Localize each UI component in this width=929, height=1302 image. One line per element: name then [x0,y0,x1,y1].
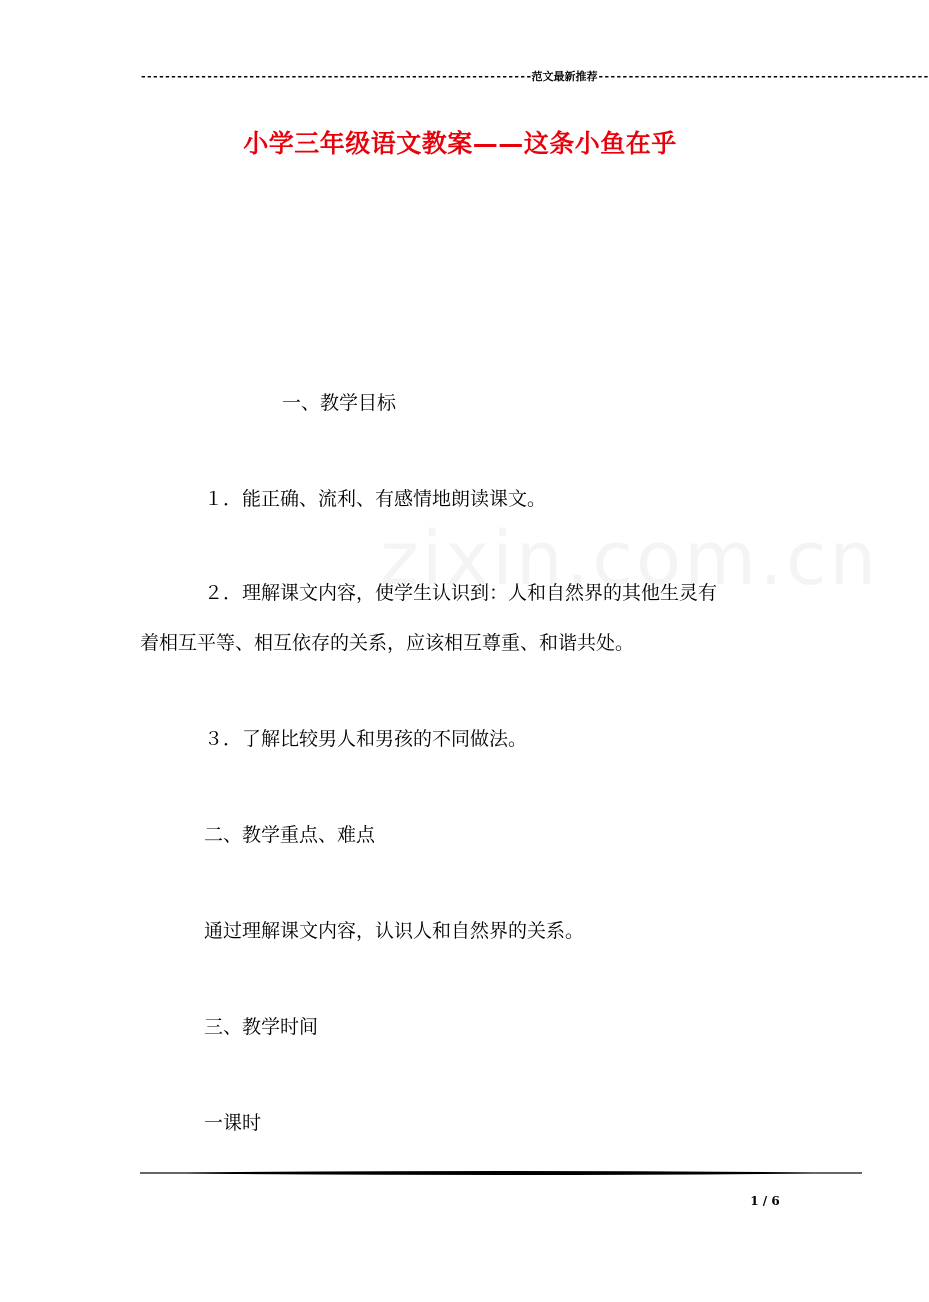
section3-heading: 三、教学时间 [204,1016,319,1038]
section1-heading: 一、教学目标 [282,392,397,414]
goal-1: １．能正确、流利、有感情地朗读课文。 [204,488,547,510]
goal-2-line-2: 着相互平等、相互依存的关系，应该相互尊重、和谐共处。 [140,632,635,654]
section2-text: 通过理解课文内容，认识人和自然界的关系。 [204,920,585,942]
header-banner [140,68,929,84]
document-title: 小学三年级语文教案——这条小鱼在乎 [243,129,677,158]
goal-3: ３．了解比较男人和男孩的不同做法。 [204,728,528,750]
goal-2-line-1: ２．理解课文内容，使学生认识到：人和自然界的其他生灵有 [204,582,718,604]
page-number: 1 / 6 [750,1194,780,1208]
section3-text: 一课时 [204,1112,262,1134]
footer-rule [140,1165,862,1181]
header-dashes-right: ------------------------------------------------------- [597,69,929,83]
header-dashes-left: ----------------------------------------------------------------- [140,69,532,83]
section2-heading: 二、教学重点、难点 [204,824,376,846]
header-label: 范文最新推荐 [531,70,598,83]
